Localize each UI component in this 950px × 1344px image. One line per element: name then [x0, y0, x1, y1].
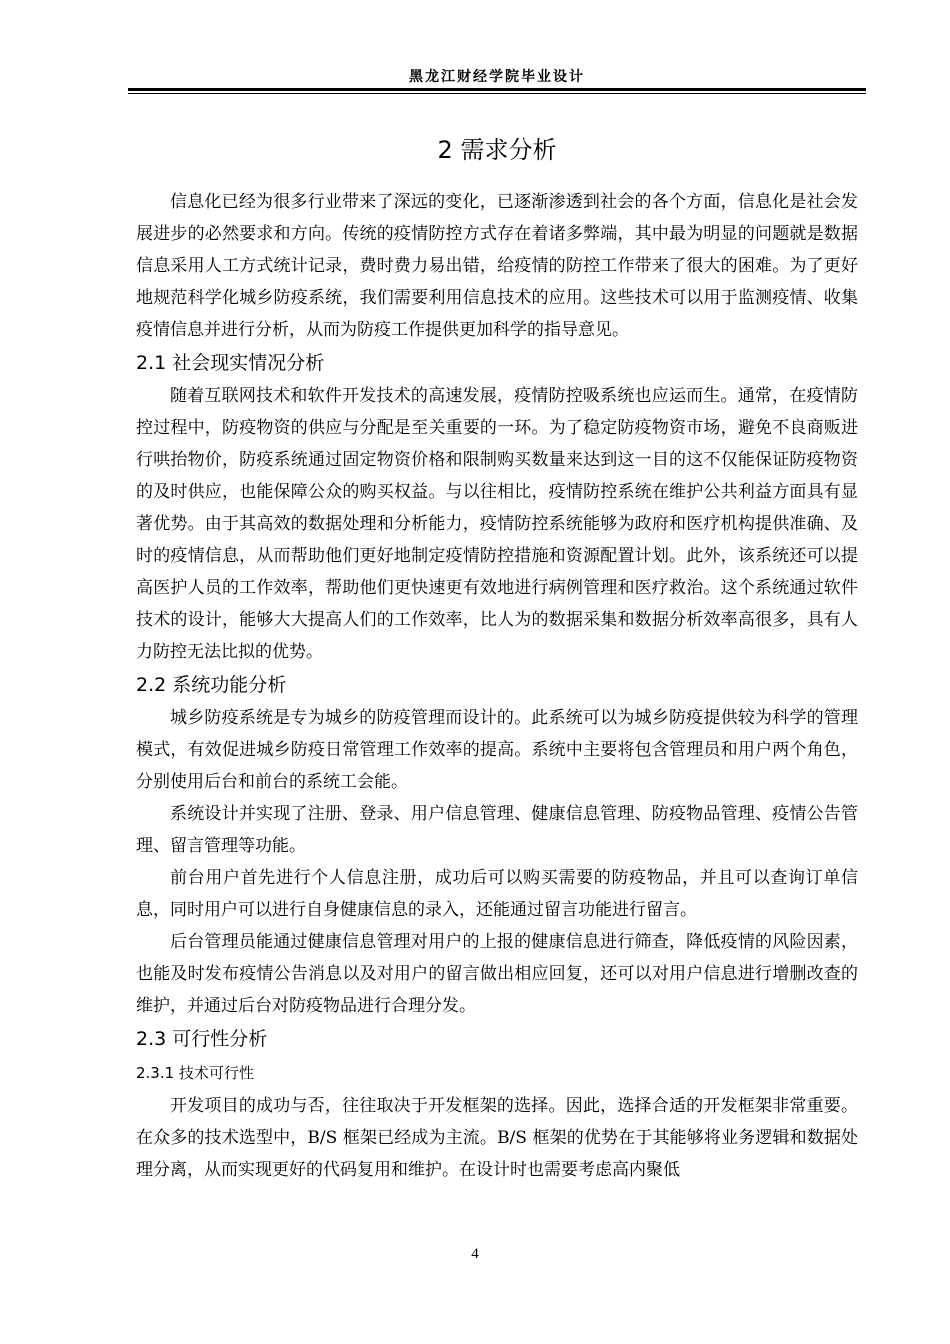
- paragraph: 开发项目的成功与否，往往取决于开发框架的选择。因此，选择合适的开发框架非常重要。在众多的技术选型中，B/S 框架已经成为主流。B/S 框架的优势在于其能够将业务逻辑和数据处理分离，从而实现更好的代码复用和维护。在设计时也需要考虑高内聚低: [136, 1096, 858, 1180]
- header-rule-thick: [128, 88, 866, 91]
- paragraph: 城乡防疫系统是专为城乡的防疫管理而设计的。此系统可以为城乡防疫提供较为科学的管理模式，有效促进城乡防疫日常管理工作效率的提高。系统中主要将包含管理员和用户两个角色，分别使用后台和前台的系统工会能。: [136, 708, 858, 792]
- section-heading-2-3: 2.3 可行性分析: [136, 1028, 268, 1050]
- subsection-heading-2-3-1: 2.3.1 技术可行性: [136, 1064, 254, 1082]
- page-number: 4: [471, 1246, 479, 1262]
- header-rule-thin: [128, 93, 866, 94]
- intro-paragraph: 信息化已经为很多行业带来了深远的变化，已逐渐渗透到社会的各个方面，信息化是社会发展进步的必然要求和方向。传统的疫情防控方式存在着诸多弊端，其中最为明显的问题就是数据信息采用人工方式统计记录，费时费力易出错，给疫情的防控工作带来了很大的困难。为了更好地规范科学化城乡防疫系统，我们需要利用信息技术的应用。这些技术可以用于监测疫情、收集疫情信息并进行分析，从而为防疫工作提供更加科学的指导意见。: [136, 192, 858, 340]
- paragraph: 系统设计并实现了注册、登录、用户信息管理、健康信息管理、防疫物品管理、疫情公告管理、留言管理等功能。: [136, 804, 858, 856]
- paragraph: 随着互联网技术和软件开发技术的高速发展，疫情防控吸系统也应运而生。通常，在疫情防控过程中，防疫物资的供应与分配是至关重要的一环。为了稳定防疫物资市场，避免不良商贩进行哄抬物价，防疫系统通过固定物资价格和限制购买数量来达到这一目的这不仅能保证防疫物资的及时供应，也能保障公众的购买权益。与以往相比，疫情防控系统在维护公共利益方面具有显著优势。由于其高效的数据处理和分析能力，疫情防控系统能够为政府和医疗机构提供准确、及时的疫情信息，从而帮助他们更好地制定疫情防控措施和资源配置计划。此外，该系统还可以提高医护人员的工作效率，帮助他们更快速更有效地进行病例管理和医疗救治。这个系统通过软件技术的设计，能够大大提高人们的工作效率，比人为的数据采集和数据分析效率高很多，具有人力防控无法比拟的优势。: [136, 386, 858, 662]
- chapter-title: 2 需求分析: [437, 136, 557, 164]
- paragraph: 后台管理员能通过健康信息管理对用户的上报的健康信息进行筛查，降低疫情的风险因素，也能及时发布疫情公告消息以及对用户的留言做出相应回复，还可以对用户信息进行增删改查的维护，并通过后台对防疫物品进行合理分发。: [136, 932, 858, 1016]
- page-body: [136, 128, 858, 1186]
- paragraph: 前台用户首先进行个人信息注册，成功后可以购买需要的防疫物品，并且可以查询订单信息，同时用户可以进行自身健康信息的录入，还能通过留言功能进行留言。: [136, 868, 858, 920]
- section-heading-2-1: 2.1 社会现实情况分析: [136, 352, 325, 374]
- running-header: 黑龙江财经学院毕业设计: [409, 69, 585, 85]
- section-heading-2-2: 2.2 系统功能分析: [136, 674, 287, 696]
